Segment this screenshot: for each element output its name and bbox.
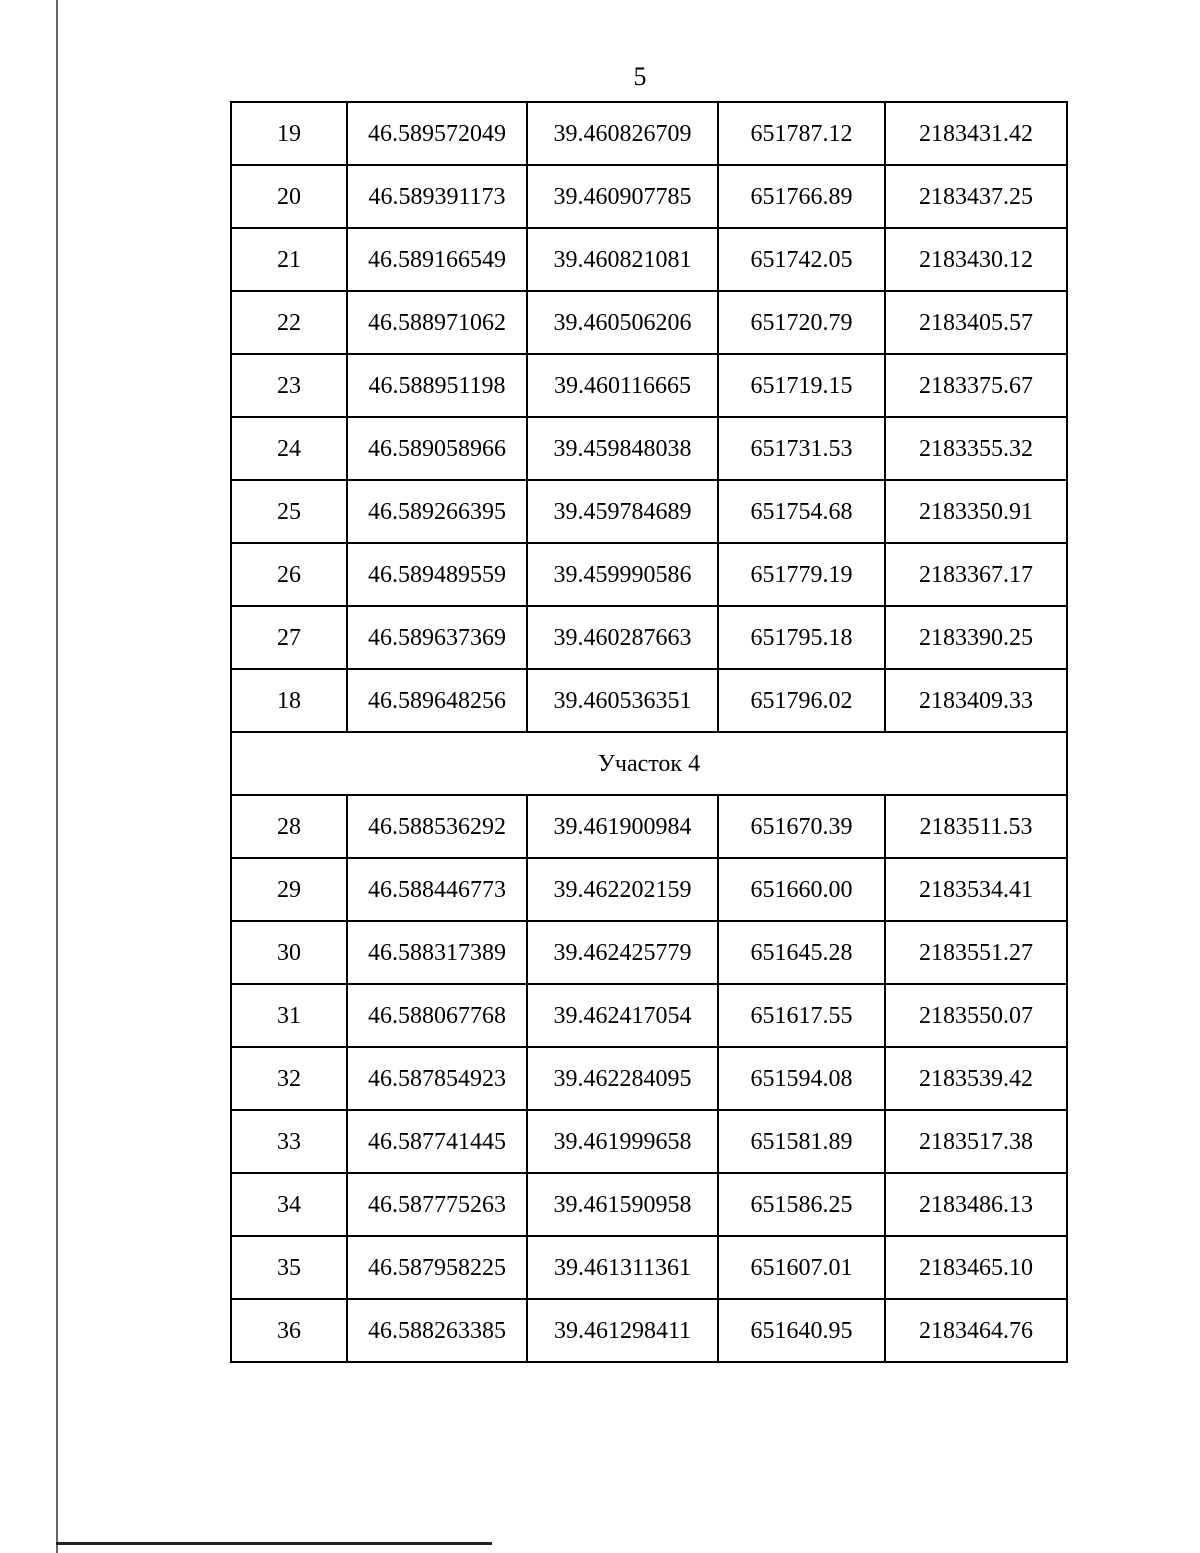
point-number-cell: 26 (231, 543, 347, 606)
longitude-cell: 39.461311361 (527, 1236, 718, 1299)
latitude-cell: 46.589166549 (347, 228, 527, 291)
point-number-cell: 31 (231, 984, 347, 1047)
x-coordinate-cell: 651640.95 (718, 1299, 885, 1362)
table-row (231, 102, 1067, 165)
x-coordinate-cell: 651594.08 (718, 1047, 885, 1110)
latitude-cell: 46.588951198 (347, 354, 527, 417)
table-row (231, 165, 1067, 228)
latitude-cell: 46.587741445 (347, 1110, 527, 1173)
longitude-cell: 39.460821081 (527, 228, 718, 291)
table-row (231, 1299, 1067, 1362)
latitude-cell: 46.588446773 (347, 858, 527, 921)
point-number-cell: 23 (231, 354, 347, 417)
x-coordinate-cell: 651670.39 (718, 795, 885, 858)
x-coordinate-cell: 651586.25 (718, 1173, 885, 1236)
table-row (231, 480, 1067, 543)
point-number-cell: 27 (231, 606, 347, 669)
longitude-cell: 39.461298411 (527, 1299, 718, 1362)
page-number: 5 (633, 62, 647, 91)
longitude-cell: 39.459990586 (527, 543, 718, 606)
latitude-cell: 46.588971062 (347, 291, 527, 354)
longitude-cell: 39.459784689 (527, 480, 718, 543)
point-number-cell: 32 (231, 1047, 347, 1110)
point-number-cell: 24 (231, 417, 347, 480)
x-coordinate-cell: 651787.12 (718, 102, 885, 165)
point-number-cell: 22 (231, 291, 347, 354)
point-number-cell: 25 (231, 480, 347, 543)
x-coordinate-cell: 651581.89 (718, 1110, 885, 1173)
latitude-cell: 46.589391173 (347, 165, 527, 228)
longitude-cell: 39.460826709 (527, 102, 718, 165)
table-row (231, 417, 1067, 480)
x-coordinate-cell: 651719.15 (718, 354, 885, 417)
point-number-cell: 35 (231, 1236, 347, 1299)
y-coordinate-cell: 2183464.76 (885, 1299, 1067, 1362)
latitude-cell: 46.589266395 (347, 480, 527, 543)
y-coordinate-cell: 2183405.57 (885, 291, 1067, 354)
table-row (231, 795, 1067, 858)
x-coordinate-cell: 651796.02 (718, 669, 885, 732)
table-row (231, 669, 1067, 732)
longitude-cell: 39.460536351 (527, 669, 718, 732)
x-coordinate-cell: 651795.18 (718, 606, 885, 669)
y-coordinate-cell: 2183486.13 (885, 1173, 1067, 1236)
table-row (231, 291, 1067, 354)
table-row (231, 354, 1067, 417)
table-row (231, 606, 1067, 669)
x-coordinate-cell: 651754.68 (718, 480, 885, 543)
longitude-cell: 39.461590958 (527, 1173, 718, 1236)
longitude-cell: 39.460116665 (527, 354, 718, 417)
latitude-cell: 46.588263385 (347, 1299, 527, 1362)
y-coordinate-cell: 2183534.41 (885, 858, 1067, 921)
longitude-cell: 39.462284095 (527, 1047, 718, 1110)
longitude-cell: 39.460506206 (527, 291, 718, 354)
latitude-cell: 46.589489559 (347, 543, 527, 606)
x-coordinate-cell: 651660.00 (718, 858, 885, 921)
longitude-cell: 39.462425779 (527, 921, 718, 984)
y-coordinate-cell: 2183539.42 (885, 1047, 1067, 1110)
y-coordinate-cell: 2183375.67 (885, 354, 1067, 417)
point-number-cell: 33 (231, 1110, 347, 1173)
scan-edge-line (56, 0, 58, 1553)
longitude-cell: 39.461900984 (527, 795, 718, 858)
longitude-cell: 39.461999658 (527, 1110, 718, 1173)
latitude-cell: 46.589058966 (347, 417, 527, 480)
y-coordinate-cell: 2183431.42 (885, 102, 1067, 165)
y-coordinate-cell: 2183551.27 (885, 921, 1067, 984)
longitude-cell: 39.459848038 (527, 417, 718, 480)
table-row (231, 543, 1067, 606)
section-title: Участок 4 (231, 732, 1067, 795)
x-coordinate-cell: 651617.55 (718, 984, 885, 1047)
x-coordinate-cell: 651731.53 (718, 417, 885, 480)
y-coordinate-cell: 2183409.33 (885, 669, 1067, 732)
longitude-cell: 39.460907785 (527, 165, 718, 228)
table-row (231, 858, 1067, 921)
y-coordinate-cell: 2183437.25 (885, 165, 1067, 228)
latitude-cell: 46.587958225 (347, 1236, 527, 1299)
point-number-cell: 19 (231, 102, 347, 165)
point-number-cell: 36 (231, 1299, 347, 1362)
latitude-cell: 46.588067768 (347, 984, 527, 1047)
point-number-cell: 21 (231, 228, 347, 291)
longitude-cell: 39.462202159 (527, 858, 718, 921)
x-coordinate-cell: 651720.79 (718, 291, 885, 354)
point-number-cell: 20 (231, 165, 347, 228)
section-header-row (231, 732, 1067, 795)
y-coordinate-cell: 2183511.53 (885, 795, 1067, 858)
point-number-cell: 30 (231, 921, 347, 984)
y-coordinate-cell: 2183465.10 (885, 1236, 1067, 1299)
latitude-cell: 46.587854923 (347, 1047, 527, 1110)
coordinates-table-body (231, 102, 1067, 1362)
y-coordinate-cell: 2183550.07 (885, 984, 1067, 1047)
longitude-cell: 39.462417054 (527, 984, 718, 1047)
table-row (231, 1047, 1067, 1110)
y-coordinate-cell: 2183350.91 (885, 480, 1067, 543)
y-coordinate-cell: 2183367.17 (885, 543, 1067, 606)
y-coordinate-cell: 2183517.38 (885, 1110, 1067, 1173)
latitude-cell: 46.588317389 (347, 921, 527, 984)
y-coordinate-cell: 2183355.32 (885, 417, 1067, 480)
point-number-cell: 29 (231, 858, 347, 921)
point-number-cell: 18 (231, 669, 347, 732)
point-number-cell: 34 (231, 1173, 347, 1236)
table-row (231, 1110, 1067, 1173)
latitude-cell: 46.589637369 (347, 606, 527, 669)
x-coordinate-cell: 651645.28 (718, 921, 885, 984)
table-row (231, 1236, 1067, 1299)
coordinates-table (230, 101, 1068, 1363)
latitude-cell: 46.589572049 (347, 102, 527, 165)
longitude-cell: 39.460287663 (527, 606, 718, 669)
y-coordinate-cell: 2183390.25 (885, 606, 1067, 669)
y-coordinate-cell: 2183430.12 (885, 228, 1067, 291)
table-row (231, 921, 1067, 984)
x-coordinate-cell: 651742.05 (718, 228, 885, 291)
latitude-cell: 46.588536292 (347, 795, 527, 858)
footnote-separator-line (56, 1542, 492, 1545)
latitude-cell: 46.587775263 (347, 1173, 527, 1236)
table-row (231, 1173, 1067, 1236)
x-coordinate-cell: 651766.89 (718, 165, 885, 228)
latitude-cell: 46.589648256 (347, 669, 527, 732)
table-row (231, 984, 1067, 1047)
x-coordinate-cell: 651607.01 (718, 1236, 885, 1299)
x-coordinate-cell: 651779.19 (718, 543, 885, 606)
table-row (231, 228, 1067, 291)
point-number-cell: 28 (231, 795, 347, 858)
